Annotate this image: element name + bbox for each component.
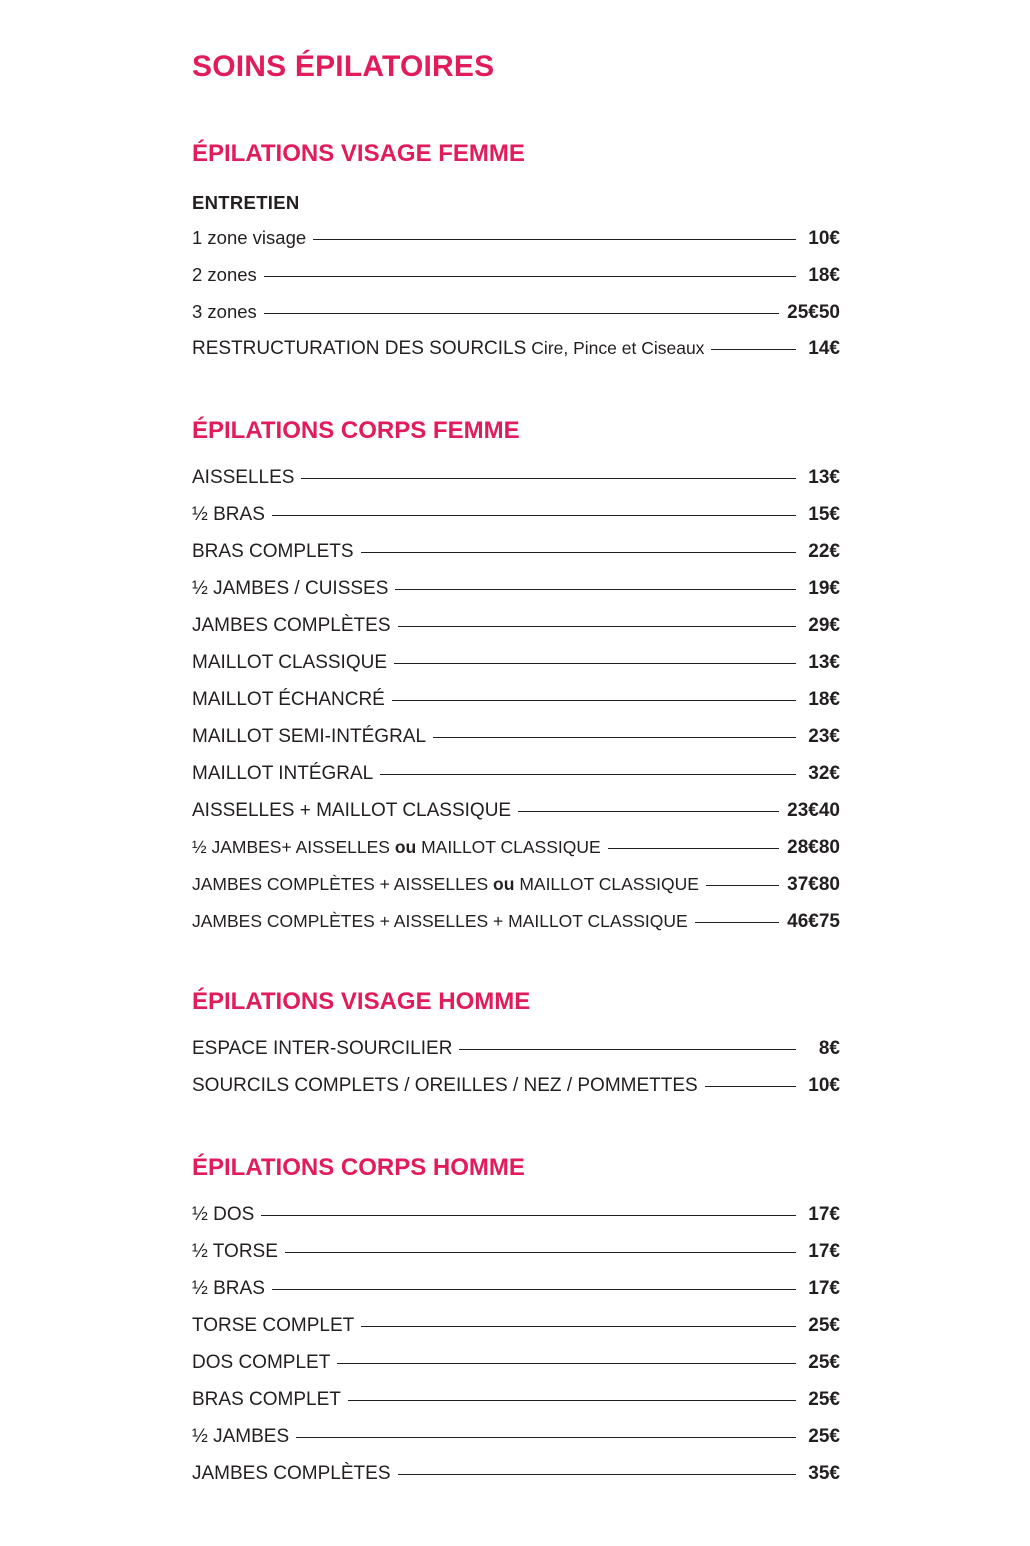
item-label: ½ BRAS	[192, 1278, 265, 1299]
price-row	[192, 1426, 840, 1452]
item-label	[192, 338, 704, 360]
item-price: 17€	[808, 1241, 840, 1262]
item-note: Cire, Pince et Ciseaux	[531, 338, 705, 358]
item-label: SOURCILS COMPLETS / OREILLES / NEZ / POMMETTES	[192, 1075, 698, 1096]
price-row	[192, 1204, 840, 1230]
section-title-corps-homme: ÉPILATIONS CORPS HOMME	[192, 1154, 525, 1181]
item-price: 29€	[808, 615, 840, 636]
dot-leader	[337, 1363, 796, 1364]
price-row	[192, 1463, 840, 1489]
item-label: JAMBES COMPLÈTES	[192, 615, 391, 636]
item-label: ½ JAMBES	[192, 1426, 290, 1447]
item-connector: ou	[394, 837, 417, 857]
dot-leader	[301, 478, 796, 479]
price-row	[192, 652, 840, 678]
item-price: 22€	[808, 541, 840, 562]
dot-leader	[395, 589, 796, 590]
price-row	[192, 763, 840, 789]
dot-leader	[608, 848, 779, 849]
price-row	[192, 541, 840, 567]
dot-leader	[433, 737, 796, 738]
item-label	[192, 874, 699, 895]
item-label: AISSELLES + MAILLOT CLASSIQUE	[192, 800, 512, 821]
item-price: 13€	[808, 467, 840, 488]
item-price: 14€	[808, 338, 840, 359]
item-price: 10€	[808, 1075, 840, 1096]
dot-leader	[264, 313, 779, 314]
item-price: 18€	[808, 265, 840, 286]
price-row	[192, 1352, 840, 1378]
item-label-part: ½ JAMBES+ AISSELLES	[192, 837, 390, 857]
dot-leader	[706, 885, 779, 886]
price-row	[192, 467, 840, 493]
dot-leader	[394, 663, 796, 664]
dot-leader	[264, 276, 796, 277]
item-price: 13€	[808, 652, 840, 673]
dot-leader	[296, 1437, 796, 1438]
dot-leader	[695, 922, 779, 923]
subheading-entretien: ENTRETIEN	[192, 192, 300, 213]
price-row	[192, 1038, 840, 1064]
item-label: TORSE COMPLET	[192, 1315, 355, 1336]
page-title: SOINS ÉPILATOIRES	[192, 50, 495, 83]
item-label: MAILLOT CLASSIQUE	[192, 652, 387, 673]
item-price: 19€	[808, 578, 840, 599]
item-label: ½ TORSE	[192, 1241, 278, 1262]
dot-leader	[272, 515, 796, 516]
item-label: ESPACE INTER-SOURCILIER	[192, 1038, 453, 1059]
item-price: 10€	[808, 228, 840, 249]
item-price: 25€	[808, 1389, 840, 1410]
dot-leader	[398, 626, 797, 627]
price-row	[192, 578, 840, 604]
item-connector: ou	[493, 874, 515, 894]
item-label: AISSELLES	[192, 467, 295, 488]
item-price: 25€	[808, 1352, 840, 1373]
item-label-part: MAILLOT CLASSIQUE	[519, 874, 699, 894]
dot-leader	[380, 774, 796, 775]
item-label-part: MAILLOT CLASSIQUE	[421, 837, 601, 857]
section-title-corps-femme: ÉPILATIONS CORPS FEMME	[192, 417, 520, 444]
item-price: 32€	[808, 763, 840, 784]
item-label: MAILLOT INTÉGRAL	[192, 763, 374, 784]
price-row	[192, 301, 840, 327]
item-price: 46€75	[787, 911, 840, 932]
dot-leader	[398, 1474, 797, 1475]
item-label: JAMBES COMPLÈTES	[192, 1463, 391, 1484]
item-price: 15€	[808, 504, 840, 525]
item-price: 17€	[808, 1278, 840, 1299]
item-label: 3 zones	[192, 301, 257, 322]
price-row	[192, 227, 840, 253]
price-row	[192, 1315, 840, 1341]
item-price: 35€	[808, 1463, 840, 1484]
price-row	[192, 1278, 840, 1304]
price-row	[192, 911, 840, 937]
item-price: 37€80	[787, 874, 840, 895]
dot-leader	[313, 239, 796, 240]
item-label-main: RESTRUCTURATION DES SOURCILS	[192, 338, 527, 359]
item-label: 1 zone visage	[192, 227, 307, 248]
price-row	[192, 837, 840, 863]
price-row	[192, 1075, 840, 1101]
item-label-part: JAMBES COMPLÈTES + AISSELLES	[192, 874, 489, 894]
item-price: 8€	[818, 1038, 840, 1059]
price-row	[192, 800, 840, 826]
item-price: 25€	[808, 1315, 840, 1336]
item-label: 2 zones	[192, 264, 257, 285]
item-label: ½ BRAS	[192, 504, 265, 525]
item-label: BRAS COMPLET	[192, 1389, 341, 1410]
item-price: 23€40	[787, 800, 840, 821]
price-row	[192, 615, 840, 641]
dot-leader	[459, 1049, 796, 1050]
item-label: ½ DOS	[192, 1204, 255, 1225]
item-label	[192, 837, 601, 858]
item-price: 17€	[808, 1204, 840, 1225]
item-label: DOS COMPLET	[192, 1352, 331, 1373]
item-label: ½ JAMBES / CUISSES	[192, 578, 389, 599]
price-row	[192, 689, 840, 715]
dot-leader	[518, 811, 779, 812]
item-price: 23€	[808, 726, 840, 747]
dot-leader	[272, 1289, 796, 1290]
dot-leader	[285, 1252, 796, 1253]
dot-leader	[705, 1086, 796, 1087]
item-label: JAMBES COMPLÈTES + AISSELLES + MAILLOT CLASSIQUE	[192, 911, 688, 931]
price-row	[192, 726, 840, 752]
dot-leader	[261, 1215, 796, 1216]
dot-leader	[711, 349, 796, 350]
item-label: MAILLOT ÉCHANCRÉ	[192, 689, 385, 710]
section-title-visage-homme: ÉPILATIONS VISAGE HOMME	[192, 988, 531, 1015]
item-price: 25€	[808, 1426, 840, 1447]
price-row	[192, 874, 840, 900]
dot-leader	[361, 1326, 796, 1327]
item-price: 18€	[808, 689, 840, 710]
item-price: 28€80	[787, 837, 840, 858]
section-title-visage-femme: ÉPILATIONS VISAGE FEMME	[192, 140, 525, 167]
dot-leader	[392, 700, 796, 701]
price-row	[192, 264, 840, 290]
price-row	[192, 1389, 840, 1415]
price-row	[192, 338, 840, 364]
price-row	[192, 504, 840, 530]
item-price: 25€50	[787, 302, 840, 323]
dot-leader	[361, 552, 796, 553]
item-label: MAILLOT SEMI-INTÉGRAL	[192, 726, 427, 747]
dot-leader	[348, 1400, 796, 1401]
item-label: BRAS COMPLETS	[192, 541, 354, 562]
price-row	[192, 1241, 840, 1267]
